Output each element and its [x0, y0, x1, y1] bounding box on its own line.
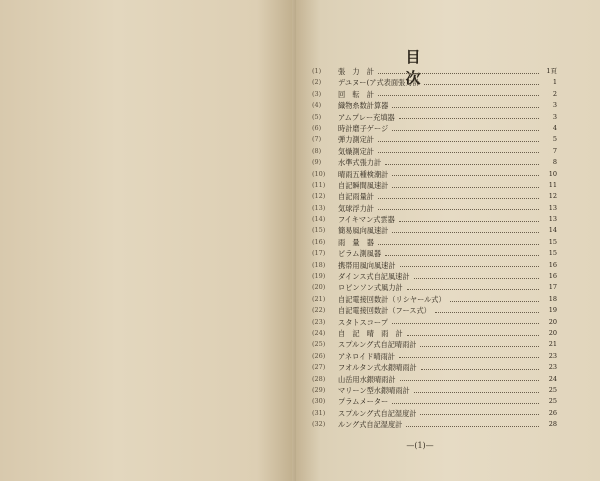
toc-entry-name: デユヌー(ア式表面張力計 — [338, 78, 420, 88]
toc-entry — [312, 271, 557, 282]
toc-entry — [312, 77, 557, 88]
toc-leader-dots — [399, 117, 539, 119]
toc-entry-number: (22) — [312, 306, 326, 315]
toc-entry — [312, 237, 557, 248]
toc-leader-dots — [400, 379, 539, 381]
toc-entry-name: フオルタン式水銀晴雨計 — [338, 363, 417, 373]
toc-leader-dots — [392, 106, 539, 108]
toc-entry-page: 16 — [548, 260, 557, 269]
toc-entry-page: 14 — [548, 226, 557, 235]
toc-entry — [312, 294, 557, 305]
toc-entry-page: 18 — [548, 294, 557, 303]
toc-entry — [312, 112, 557, 123]
toc-leader-dots — [399, 220, 539, 222]
toc-entry-page: 7 — [552, 146, 557, 155]
toc-entry — [312, 248, 557, 259]
toc-entry-number: (5) — [312, 112, 322, 121]
toc-leader-dots — [424, 83, 539, 85]
toc-entry — [312, 282, 557, 293]
toc-entry-page: 24 — [548, 374, 557, 383]
toc-entry-name: 晴雨五種検潮計 — [338, 169, 389, 179]
toc-entry-name: 自 記 晴 雨 計 — [338, 328, 403, 338]
toc-entry-name: 山岳用水銀晴雨計 — [338, 374, 396, 384]
toc-entry — [312, 408, 557, 419]
toc-entry — [312, 385, 557, 396]
toc-leader-dots — [406, 425, 539, 427]
toc-entry-page: 4 — [552, 123, 557, 132]
toc-entry-page: 21 — [548, 340, 557, 349]
table-of-contents — [312, 66, 557, 431]
toc-entry-page: 23 — [548, 363, 557, 372]
toc-leader-dots — [378, 208, 539, 210]
toc-entry-name: フイキマン式雲器 — [338, 215, 395, 225]
toc-entry — [312, 134, 557, 145]
toc-leader-dots — [392, 402, 539, 404]
toc-entry-page: 28 — [548, 420, 557, 429]
toc-entry — [312, 328, 557, 339]
toc-entry-page: 13 — [548, 215, 557, 224]
toc-entry-name: ビラム測風器 — [338, 249, 382, 259]
toc-entry-page: 12 — [548, 192, 557, 201]
toc-leader-dots — [392, 322, 539, 324]
toc-entry-name: 気球浮力計 — [338, 203, 374, 213]
toc-entry-number: (27) — [312, 363, 326, 372]
toc-leader-dots — [378, 94, 539, 96]
toc-entry — [312, 339, 557, 350]
toc-leader-dots — [421, 368, 539, 370]
toc-leader-dots — [399, 356, 539, 358]
toc-entry-page: 3 — [552, 101, 557, 110]
toc-entry-page: 17 — [548, 283, 557, 292]
toc-entry-name: ロビンソン式風力計 — [338, 283, 403, 293]
toc-leader-dots — [378, 72, 539, 74]
toc-leader-dots — [378, 140, 539, 142]
toc-entry — [312, 305, 557, 316]
toc-entry-name: 自記電接回数計（フース式） — [338, 306, 431, 316]
toc-entry-name: アムプレー充填器 — [338, 112, 395, 122]
toc-entry — [312, 123, 557, 134]
toc-entry-number: (15) — [312, 226, 326, 235]
toc-entry-number: (7) — [312, 135, 322, 144]
toc-entry-number: (1) — [312, 67, 322, 75]
toc-entry-number: (24) — [312, 328, 326, 337]
toc-entry — [312, 157, 557, 168]
toc-entry-number: (8) — [312, 146, 322, 155]
toc-entry-number: (19) — [312, 272, 326, 281]
toc-leader-dots — [400, 265, 539, 267]
toc-leader-dots — [450, 300, 539, 302]
toc-entry-number: (12) — [312, 192, 326, 201]
toc-entry — [312, 396, 557, 407]
toc-entry — [312, 419, 557, 430]
toc-entry-number: (18) — [312, 260, 326, 269]
toc-entry-number: (4) — [312, 101, 322, 110]
toc-entry — [312, 225, 557, 236]
toc-entry-name: 時計磨子ゲージ — [338, 123, 389, 133]
toc-leader-dots — [392, 231, 539, 233]
toc-entry — [312, 180, 557, 191]
toc-leader-dots — [392, 129, 539, 131]
toc-entry-name: 自記瞬間風速計 — [338, 180, 389, 190]
toc-entry-name: ルング式自記湿度計 — [338, 420, 403, 430]
toc-entry-number: (28) — [312, 374, 326, 383]
toc-entry — [312, 89, 557, 100]
toc-entry-name: 自記電接回数計（リシヤール式） — [338, 294, 446, 304]
toc-entry-page: 20 — [548, 317, 557, 326]
toc-entry-page: 19 — [548, 306, 557, 315]
toc-entry-number: (29) — [312, 385, 326, 394]
toc-entry-name: 携帯用風向風速計 — [338, 260, 396, 270]
toc-entry-page: 25 — [548, 385, 557, 394]
toc-entry-number: (3) — [312, 89, 322, 98]
toc-leader-dots — [435, 311, 539, 313]
toc-entry-number: (6) — [312, 123, 322, 132]
toc-entry-page: 10 — [548, 169, 557, 178]
toc-leader-dots — [378, 151, 539, 153]
toc-title: 目 次 — [405, 48, 464, 87]
toc-entry-number: (31) — [312, 408, 326, 417]
toc-leader-dots — [385, 163, 539, 165]
toc-leader-dots — [420, 345, 539, 347]
toc-entry-page: 3 — [552, 112, 557, 121]
toc-entry — [312, 214, 557, 225]
toc-entry — [312, 191, 557, 202]
toc-entry-page: 1頁 — [546, 67, 557, 75]
toc-entry-number: (26) — [312, 351, 326, 360]
toc-entry-number: (30) — [312, 397, 326, 406]
toc-entry-page: 16 — [548, 272, 557, 281]
toc-entry-number: (11) — [312, 180, 326, 189]
toc-entry-name: アネロイド晴雨計 — [338, 351, 395, 361]
toc-entry-number: (32) — [312, 420, 326, 429]
toc-entry-name: スタトスコープ — [338, 317, 388, 327]
left-page-blank — [0, 0, 292, 481]
toc-entry-name: 弾力測定計 — [338, 135, 374, 145]
toc-entry-page: 11 — [548, 180, 557, 189]
toc-leader-dots — [414, 277, 539, 279]
toc-entry-page: 1 — [552, 78, 557, 87]
toc-entry-number: (10) — [312, 169, 326, 178]
toc-entry — [312, 146, 557, 157]
toc-leader-dots — [385, 254, 539, 256]
toc-entry-name: スプルング式自記晴雨計 — [338, 340, 417, 350]
toc-entry-name: 雨 量 器 — [338, 237, 374, 247]
toc-entry-page: 25 — [548, 397, 557, 406]
toc-entry-number: (16) — [312, 237, 326, 246]
toc-leader-dots — [378, 243, 539, 245]
toc-leader-dots — [392, 174, 539, 176]
toc-entry-name: 自記雨量計 — [338, 192, 374, 202]
toc-entry-name: 気燥測定計 — [338, 146, 374, 156]
toc-entry — [312, 66, 557, 77]
toc-entry-number: (23) — [312, 317, 326, 326]
toc-entry-page: 5 — [552, 135, 557, 144]
toc-entry — [312, 100, 557, 111]
toc-entry-page: 23 — [548, 351, 557, 360]
toc-leader-dots — [420, 413, 539, 415]
page-number-footer: —(1)— — [406, 441, 434, 450]
toc-entry-number: (9) — [312, 158, 322, 167]
toc-entry-name: スプルング式自記湿度計 — [338, 408, 417, 418]
toc-entry-number: (25) — [312, 340, 326, 349]
toc-entry-name: 水準式張力計 — [338, 158, 382, 168]
toc-entry — [312, 260, 557, 271]
toc-entry-number: (17) — [312, 249, 326, 258]
toc-entry-number: (13) — [312, 203, 326, 212]
toc-entry — [312, 362, 557, 373]
toc-entry-page: 20 — [548, 328, 557, 337]
toc-entry — [312, 203, 557, 214]
toc-entry-page: 8 — [552, 158, 557, 167]
toc-leader-dots — [378, 197, 539, 199]
toc-entry — [312, 374, 557, 385]
toc-entry-page: 2 — [552, 89, 557, 98]
toc-entry-page: 13 — [548, 203, 557, 212]
toc-entry-name: プラムメーター — [338, 397, 389, 407]
toc-entry — [312, 351, 557, 362]
toc-entry-page: 15 — [548, 249, 557, 258]
toc-entry — [312, 169, 557, 180]
toc-entry-name: マリーン型水銀晴雨計 — [338, 385, 410, 395]
toc-entry-page: 15 — [548, 237, 557, 246]
toc-leader-dots — [407, 334, 539, 336]
toc-leader-dots — [407, 288, 539, 290]
toc-entry-name: 張 力 計 — [338, 67, 374, 76]
toc-entry-number: (21) — [312, 294, 326, 303]
toc-leader-dots — [414, 391, 539, 393]
toc-entry-page: 26 — [548, 408, 557, 417]
toc-entry-name: 回 転 計 — [338, 89, 374, 99]
toc-entry-name: ダインス式自記風速計 — [338, 272, 410, 282]
toc-entry-name: 織物糸数計算器 — [338, 101, 389, 111]
toc-entry-number: (20) — [312, 283, 326, 292]
toc-entry — [312, 317, 557, 328]
toc-leader-dots — [392, 186, 539, 188]
toc-entry-number: (2) — [312, 78, 322, 87]
toc-entry-name: 簡易風向風速計 — [338, 226, 389, 236]
toc-entry-number: (14) — [312, 215, 326, 224]
